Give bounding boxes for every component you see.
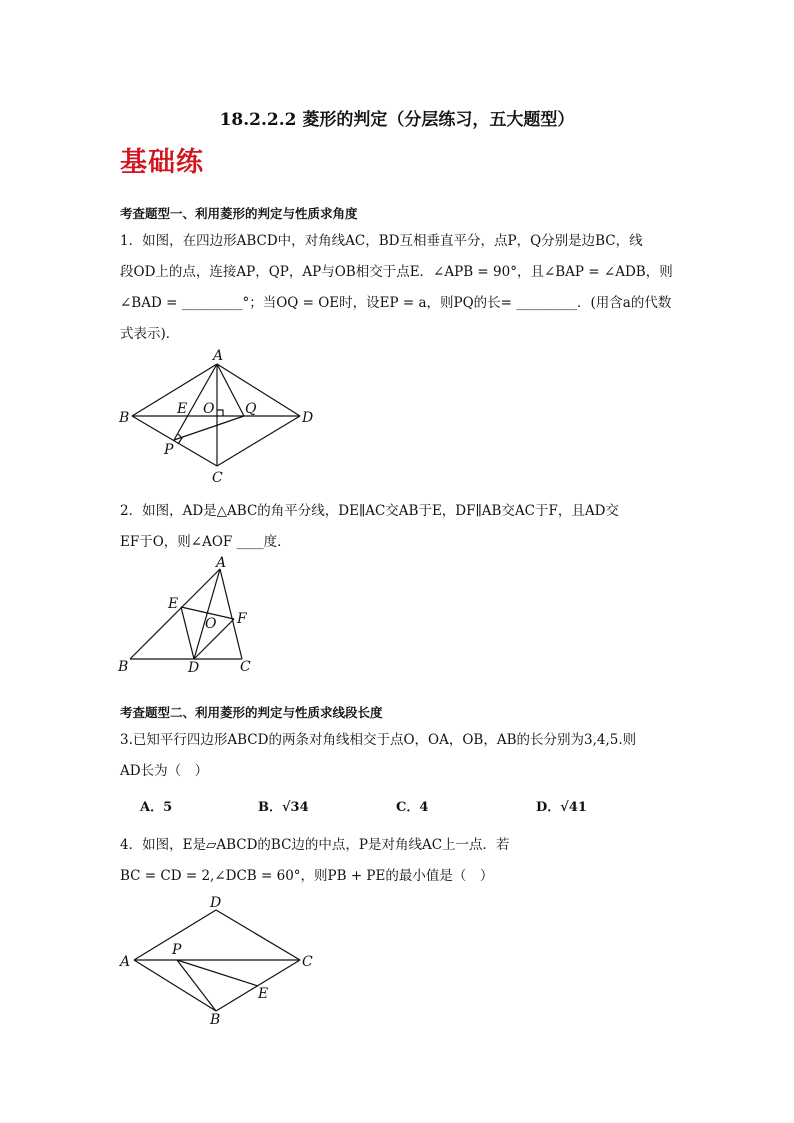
q3-line-2: AD长为（ ） [120, 763, 209, 779]
q1-label-C: C [212, 470, 223, 486]
q1-seg-AD [217, 364, 300, 416]
q3-choice-b[interactable]: B．√34 [258, 800, 309, 815]
q4-label-P: P [172, 942, 182, 958]
q3-choice-a[interactable]: A．5 [140, 800, 173, 815]
q2-label-A: A [216, 555, 227, 571]
q1-seg-CB [132, 416, 217, 466]
q4-label-B: B [210, 1012, 221, 1028]
q3-line-1: 3.已知平行四边形ABCD的两条对角线相交于点O，OA，OB，AB的长分别为3,4,5.则 [120, 732, 637, 748]
q4-figure [110, 890, 330, 1030]
q2-seg-DE [181, 607, 194, 659]
q3-choices [140, 796, 640, 816]
q4-seg-DC [216, 910, 300, 960]
q2-label-O: O [205, 616, 217, 632]
q4-line-1: 4．如图，E是▱ABCD的BC边的中点，P是对角线AC上一点．若 [120, 837, 510, 853]
q3-choice-c[interactable]: C．4 [396, 800, 429, 815]
q1-line-1: 1．如图，在四边形ABCD中，对角线AC，BD互相垂直平分，点P，Q分别是边BC，线 [120, 233, 643, 249]
q4-label-A: A [120, 954, 131, 970]
q1-label-B: B [119, 410, 130, 426]
q4-label-E: E [258, 986, 269, 1002]
q1-label-E: E [177, 401, 188, 417]
q1-label-Q: Q [245, 401, 257, 417]
q4-seg-BA [134, 960, 216, 1011]
q3-choice-d[interactable]: D．√41 [536, 800, 587, 815]
q4-seg-PE [177, 960, 258, 986]
q4-line-2: BC = CD = 2,∠DCB = 60°，则PB + PE的最小值是（ ） [120, 868, 494, 884]
q1-label-D: D [302, 410, 314, 426]
q1-label-A: A [213, 348, 224, 364]
q4-label-C: C [302, 954, 313, 970]
q1-line-4: 式表示)． [120, 326, 180, 342]
q2-figure [110, 555, 270, 680]
level-heading: 基础练 [120, 147, 204, 178]
q2-label-E: E [168, 596, 179, 612]
q2-line-2: EF于O，则∠AOF ____度． [120, 534, 291, 550]
section-heading-1: 考查题型一、利用菱形的判定与性质求角度 [120, 206, 358, 221]
q1-seg-CD [217, 416, 300, 466]
q2-label-C: C [240, 659, 251, 675]
q1-label-P: P [164, 442, 174, 458]
q4-label-D: D [210, 895, 222, 911]
q1-right-angle-O [217, 410, 223, 416]
q4-seg-PB [177, 960, 216, 1011]
q2-line-1: 2．如图，AD是△ABC的角平分线，DE∥AC交AB于E，DF∥AB交AC于F，且AD交 [120, 503, 619, 519]
q2-label-F: F [237, 611, 247, 627]
section-heading-2: 考查题型二、利用菱形的判定与性质求线段长度 [120, 705, 383, 720]
page-title: 18.2.2.2 菱形的判定（分层练习，五大题型） [219, 110, 575, 130]
q2-label-B: B [118, 659, 129, 675]
q1-figure [110, 348, 320, 488]
q1-line-3: ∠BAD = _________°；当OQ = OE时，设EP = a，则PQ的长= _________．(用含a的代数 [120, 295, 672, 311]
q1-line-2: 段OD上的点，连接AP，QP，AP与OB相交于点E．∠APB = 90°，且∠BAP = ∠ADB，则 [120, 264, 673, 280]
q2-label-D: D [188, 660, 200, 676]
q1-label-O: O [203, 401, 215, 417]
q1-seg-PQ [174, 416, 244, 440]
